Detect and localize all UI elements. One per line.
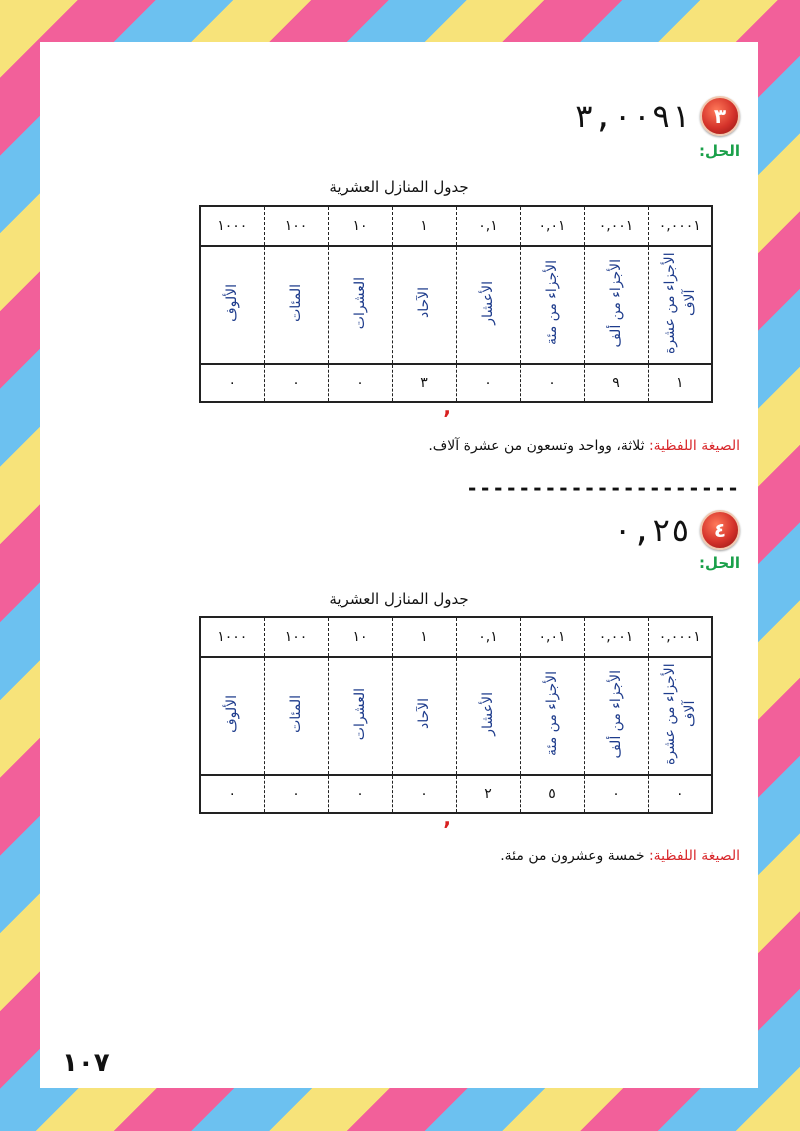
value-cell: ٠	[200, 364, 264, 402]
value-cell: ٠	[520, 364, 584, 402]
header-cell: ٠,٠١	[520, 617, 584, 657]
place-name-cell	[520, 657, 584, 775]
place-name-cell	[328, 246, 392, 364]
place-name-cell	[520, 246, 584, 364]
problem-4-number: ٠,٢٥	[612, 511, 690, 549]
place-name-cell	[200, 657, 264, 775]
value-cell: ٠	[328, 775, 392, 813]
place-name-label: الألوف	[224, 284, 241, 322]
value-cell: ٠	[456, 364, 520, 402]
word-form-text: ثلاثة، وواحد وتسعون من عشرة آلاف.	[428, 438, 645, 454]
place-name-cell	[648, 246, 712, 364]
value-cell: ٠	[648, 775, 712, 813]
header-cell: ١٠٠	[264, 617, 328, 657]
header-cell: ٠,٠٠١	[584, 617, 648, 657]
table-place-names-row	[200, 657, 712, 775]
problem-4-badge: ٤	[700, 510, 740, 550]
value-cell: ٠	[584, 775, 648, 813]
problem-3-header	[574, 96, 740, 136]
table-values-row	[200, 775, 712, 813]
header-cell: ٠,٠٠١	[584, 206, 648, 246]
place-name-label: الأعشار	[480, 281, 496, 325]
worksheet-page	[40, 42, 758, 1088]
value-cell: ٠	[264, 364, 328, 402]
value-cell: ٩	[584, 364, 648, 402]
place-name-cell	[392, 246, 456, 364]
problem-4-table-title: جدول المنازل العشرية	[329, 590, 469, 608]
table-header-row	[200, 206, 712, 246]
value-cell: ٠	[328, 364, 392, 402]
header-cell: ٠,٠٠٠١	[648, 206, 712, 246]
section-divider: ---------------------	[466, 476, 740, 500]
table-values-row	[200, 364, 712, 402]
place-name-cell	[584, 657, 648, 775]
problem-4-word-form	[500, 848, 740, 864]
place-name-cell	[328, 657, 392, 775]
place-name-label: الأجزاء من مئة	[544, 260, 560, 346]
word-form-label: الصيغة اللفظية:	[648, 848, 740, 864]
place-name-label: الأعشار	[480, 692, 496, 736]
value-cell: ٥	[520, 775, 584, 813]
place-name-cell	[456, 657, 520, 775]
problem-4-decimal-point-mark: ,	[443, 806, 451, 830]
header-cell: ٠,١	[456, 206, 520, 246]
problem-4-solution-label: الحل:	[699, 554, 740, 572]
place-name-label: الآحاد	[416, 287, 432, 319]
place-name-cell	[584, 246, 648, 364]
place-name-label: المئات	[288, 284, 304, 322]
value-cell: ٠	[200, 775, 264, 813]
place-name-label: العشرات	[352, 276, 368, 330]
place-name-cell	[264, 657, 328, 775]
place-name-label: المئات	[288, 695, 304, 733]
place-name-label: الأجزاء من ألف	[608, 258, 624, 348]
place-name-label: الأجزاء من عشرة آلاف	[661, 252, 698, 354]
place-name-cell	[200, 246, 264, 364]
header-cell: ١	[392, 206, 456, 246]
header-cell: ١٠٠٠	[200, 617, 264, 657]
table-place-names-row	[200, 246, 712, 364]
word-form-label: الصيغة اللفظية:	[648, 438, 740, 454]
problem-3-badge: ٣	[700, 96, 740, 136]
place-name-cell	[264, 246, 328, 364]
problem-3-decimal-point-mark: ,	[443, 395, 451, 419]
value-cell: ١	[648, 364, 712, 402]
place-name-label: الأجزاء من ألف	[608, 669, 624, 759]
header-cell: ١٠٠٠	[200, 206, 264, 246]
problem-4-place-value-table	[199, 616, 713, 814]
value-cell: ٢	[456, 775, 520, 813]
header-cell: ٠,١	[456, 617, 520, 657]
word-form-text: خمسة وعشرون من مئة.	[500, 848, 645, 864]
value-cell: ٣	[392, 364, 456, 402]
header-cell: ٠,٠١	[520, 206, 584, 246]
value-cell: ٠	[264, 775, 328, 813]
problem-3-solution-label: الحل:	[699, 142, 740, 160]
problem-3-table-title: جدول المنازل العشرية	[329, 178, 469, 196]
place-name-label: الأجزاء من مئة	[544, 671, 560, 757]
header-cell: ١	[392, 617, 456, 657]
place-name-label: الأجزاء من عشرة آلاف	[661, 663, 698, 765]
value-cell: ٠	[392, 775, 456, 813]
place-name-label: الآحاد	[416, 698, 432, 730]
header-cell: ١٠	[328, 206, 392, 246]
header-cell: ٠,٠٠٠١	[648, 617, 712, 657]
place-name-label: الألوف	[224, 695, 241, 733]
page-number: ١٠٧	[62, 1048, 110, 1078]
header-cell: ١٠	[328, 617, 392, 657]
table-header-row	[200, 617, 712, 657]
header-cell: ١٠٠	[264, 206, 328, 246]
problem-3-word-form	[428, 438, 740, 454]
place-name-cell	[648, 657, 712, 775]
place-name-cell	[392, 657, 456, 775]
place-name-label: العشرات	[352, 687, 368, 741]
place-name-cell	[456, 246, 520, 364]
problem-3-number: ٣,٠٠٩١	[574, 97, 690, 135]
problem-4-header	[613, 510, 740, 550]
problem-3-place-value-table	[199, 205, 713, 403]
